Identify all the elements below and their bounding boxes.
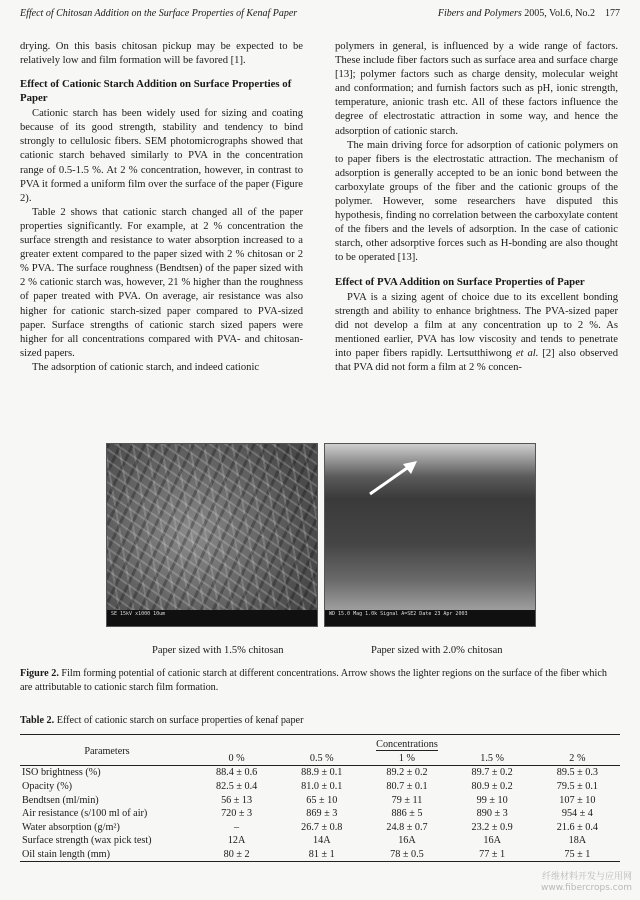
value-cell: 88.4 ± 0.6 (215, 767, 258, 779)
paragraph: polymers in general, is influenced by a wide range of factors. These include fiber factors such as surface area and surface charge [13]; polymer factors such as charge density, molecular weight and conformation; and furnish factors such as pH, ionic strength, temperature, anionic trash etc. All of these factors influence the degree of electrostatic attraction in some way, and hence the adsorption of cationic starch. (335, 41, 618, 137)
table-caption-text: Effect of cationic starch on surface properties of kenaf paper (54, 715, 304, 726)
sem-info-bar: SE 15kV x1000 10um (107, 610, 317, 626)
value-cell: 77 ± 1 (450, 848, 535, 862)
parameters-header: Parameters (20, 735, 194, 766)
table-row (20, 766, 620, 780)
value-cell: 23.2 ± 0.9 (471, 821, 513, 833)
arrow-icon (325, 444, 535, 626)
page-number: 177 (605, 8, 620, 19)
value-cell: 21.6 ± 0.4 (556, 821, 598, 833)
sem-info-bar: WD 15.0 Mag 1.0k Signal A=SE2 Date 23 Apr 2003 (325, 610, 535, 626)
table-row (20, 848, 620, 862)
value-cell: 82.5 ± 0.4 (215, 781, 258, 793)
value-cell: 89.7 ± 0.2 (471, 767, 513, 779)
right-column (335, 40, 618, 375)
parameter-cell: Oil stain length (mm) (20, 848, 194, 862)
parameter-cell: Water absorption (g/m²) (22, 821, 120, 833)
value-cell: – (234, 821, 240, 833)
column-header: 2 % (535, 752, 620, 766)
running-header (20, 8, 620, 24)
watermark (541, 872, 632, 894)
value-cell: 79.5 ± 0.1 (556, 781, 598, 793)
column-header: 0 % (194, 752, 279, 766)
value-cell: 720 ± 3 (221, 808, 253, 820)
value-cell: 89.5 ± 0.3 (556, 767, 598, 779)
value-cell: 56 ± 13 (221, 794, 253, 806)
value-cell: 80 ± 2 (194, 848, 279, 862)
volume-info: 2005, Vol.6, No.2 (521, 8, 595, 19)
column-header: 0.5 % (279, 752, 364, 766)
table-row (20, 834, 620, 848)
figure-2-images (106, 443, 536, 625)
paragraph: The main driving force for adsorption of cationic polymers on to paper fibers is the electrostatic attraction. The mechanism of adsorption is generally accepted to be an ionic bond between the carboxylate groups of the fiber and the cationic groups of the polymer. However, some researchers have disputed this hypothesis, finding no correlation between the carboxylate content of the fibers and the levels of adsorption. In the case of cationic starch, other adsorptive forces such as H-bonding are also thought to be operated [13]. (335, 139, 618, 264)
concentrations-label: Concentrations (376, 739, 438, 751)
figure-caption (20, 667, 620, 695)
value-cell: 26.7 ± 0.8 (301, 821, 343, 833)
value-cell: 24.8 ± 0.7 (386, 821, 428, 833)
sem-image-1-5-chitosan (106, 443, 318, 627)
value-cell: 886 ± 5 (391, 808, 423, 820)
table-row (20, 807, 620, 821)
value-cell: 99 ± 10 (476, 794, 508, 806)
value-cell: 65 ± 10 (306, 794, 338, 806)
section-heading: Effect of Cationic Starch Addition on Surface Properties of Paper (20, 78, 292, 105)
table-row (20, 821, 620, 835)
sem-image-2-0-chitosan (324, 443, 536, 627)
value-cell: 12A (227, 835, 246, 847)
image-1-caption: Paper sized with 1.5% chitosan (152, 645, 284, 656)
journal-name: Fibers and Polymers (437, 8, 522, 19)
figure-label: Figure 2. (20, 668, 59, 679)
section-heading: Effect of PVA Addition on Surface Properties of Paper (335, 275, 585, 288)
paragraph: drying. On this basis chitosan pickup may be expected to be relatively low and film formation will be favored [1]. (20, 41, 303, 67)
paragraph: The adsorption of cationic starch, and indeed cationic (32, 361, 260, 373)
value-cell: 16A (398, 835, 416, 847)
column-header: 1 % (364, 752, 449, 766)
value-cell: 107 ± 10 (559, 794, 596, 806)
paragraph (335, 291, 618, 376)
column-header: 1.5 % (450, 752, 535, 766)
table-caption (20, 715, 303, 726)
table-row (20, 793, 620, 807)
left-column (20, 40, 303, 375)
value-cell: 78 ± 0.5 (364, 848, 449, 862)
value-cell: 79 ± 11 (391, 794, 423, 806)
value-cell: 18A (568, 835, 587, 847)
parameter-cell: Surface strength (wax pick test) (22, 835, 152, 847)
value-cell: 81.0 ± 0.1 (301, 781, 343, 793)
value-cell: 14A (313, 835, 331, 847)
value-cell: 80.7 ± 0.1 (386, 781, 428, 793)
watermark-line2: www.fibercrops.com (541, 883, 632, 893)
value-cell: 88.9 ± 0.1 (301, 767, 343, 779)
et-al: et al. (515, 347, 539, 359)
paragraph: Cationic starch has been widely used for sizing and coating because of its good strength, stability and tendency to bind strongly to cellulosic fibers. SEM photomicrographs showed that cationic starch behaved similarly to PVA in the concentration range of 0.5-1.5 %. At 2 % concentration, however, in contrast to PVA it formed a uniform film over the surface of the paper (Figure 2). (20, 108, 303, 204)
value-cell: 81 ± 1 (279, 848, 364, 862)
journal-info (438, 8, 620, 19)
image-2-caption: Paper sized with 2.0% chitosan (371, 645, 503, 656)
figure-caption-text: Film forming potential of cationic starch at different concentrations. Arrow shows the lighter regions on the surface of the fiber which are attributable to cationic starch film formation. (20, 668, 607, 693)
value-cell: 80.9 ± 0.2 (471, 781, 513, 793)
paragraph: Table 2 shows that cationic starch changed all of the paper properties significantly. For example, at 2 % concentration the surface strength and resistance to water absorption increased to a greater extent compared to the paper sized with 2 % chitosan or 2 % PVA. The surface roughness (Bendtsen) of the paper sized with 2 % cationic starch was, however, 21 % higher than the roughness of paper treated with PVA. On average, air resistance was also higher for cationic starch-sized paper compared to PVA-sized paper. Surface strengths of cationic starch sized papers were higher for all concentrations compared with PVA- and chitosan-sized papers. (20, 206, 303, 359)
value-cell: 869 ± 3 (306, 808, 338, 820)
value-cell: 89.2 ± 0.2 (386, 767, 428, 779)
watermark-line1: 纤维材料开发与应用网 (541, 872, 632, 882)
parameter-cell: Air resistance (s/100 ml of air) (22, 808, 148, 820)
parameter-cell: ISO brightness (%) (22, 767, 101, 779)
paragraph-text: [2] also observed that PVA did not form a film at 2 % concen- (335, 347, 618, 373)
value-cell: 954 ± 4 (561, 808, 593, 820)
value-cell: 16A (483, 835, 501, 847)
value-cell: 75 ± 1 (535, 848, 620, 862)
running-title: Effect of Chitosan Addition on the Surface Properties of Kenaf Paper (20, 8, 298, 19)
value-cell: 890 ± 3 (476, 808, 508, 820)
table-row (20, 780, 620, 794)
parameter-cell: Bendtsen (ml/min) (22, 794, 99, 806)
concentrations-header (194, 735, 620, 752)
paragraph-text: PVA is a sizing agent of choice due to its excellent bonding strength and ability to enhance brightness. The PVA-sized paper did not develop a film at any concentration up to 2 %. As mentioned earlier, PVA has low viscosity and tends to penetrate into paper fibers rapidly. Lertsutthiwong (335, 291, 618, 359)
table-label: Table 2. (20, 715, 55, 726)
parameter-cell: Opacity (%) (22, 781, 73, 793)
table-2 (20, 734, 620, 862)
